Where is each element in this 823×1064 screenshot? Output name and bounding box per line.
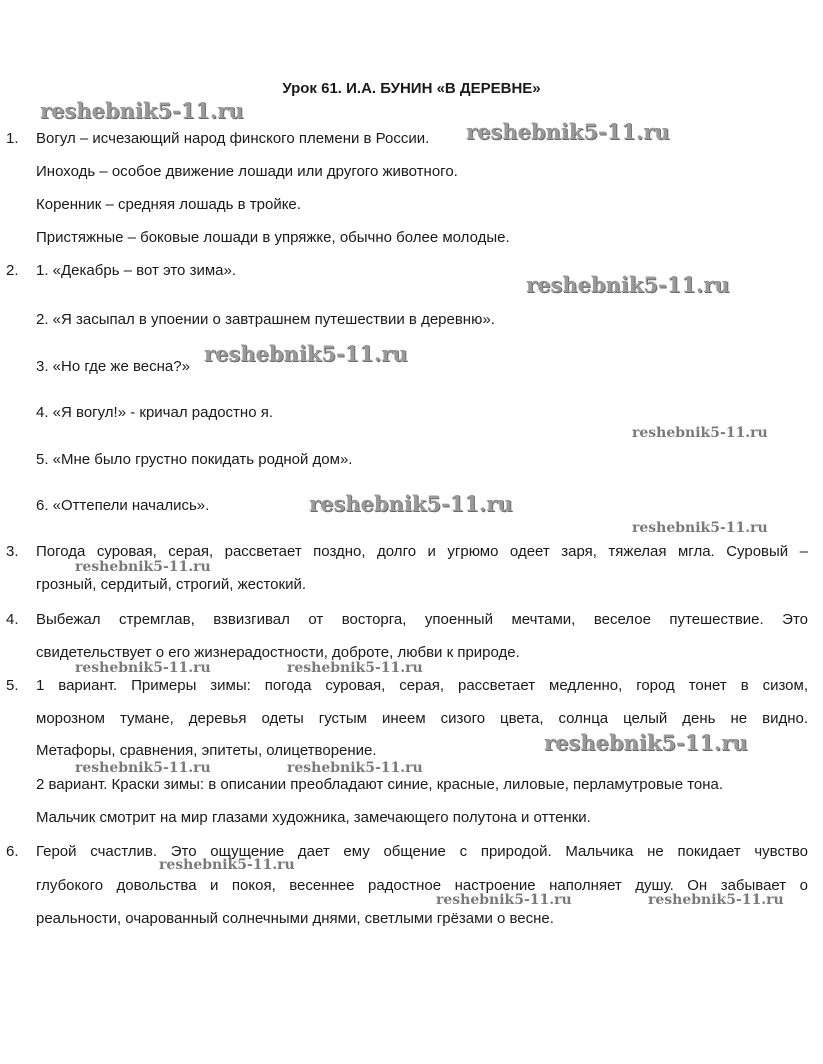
answer-3-text-1: Погода суровая, серая, рассветает поздно, долго и угрюмо одеет заря, тяжелая мгла. Суровый – bbox=[36, 543, 808, 560]
watermark: reshebnik5-11.ru bbox=[75, 760, 211, 776]
watermark: reshebnik5-11.ru bbox=[436, 892, 572, 908]
answer-1-line-3: Коренник – средняя лошадь в тройке. bbox=[36, 196, 301, 213]
answer-5-text-1: 1 вариант. Примеры зимы: погода суровая, серая, рассветает медленно, город тонет в сизом, bbox=[36, 677, 808, 694]
answer-2-line-2: 2. «Я засыпал в упоении о завтрашнем путешествии в деревню». bbox=[36, 311, 495, 328]
answer-2-line-1: 1. «Декабрь – вот это зима». bbox=[36, 262, 236, 279]
watermark: reshebnik5-11.ru bbox=[466, 119, 670, 144]
watermark: reshebnik5-11.ru bbox=[287, 760, 423, 776]
answer-5-line-2 bbox=[36, 710, 808, 727]
item-number-3: 3. bbox=[6, 543, 19, 560]
answer-5-line-4: 2 вариант. Краски зимы: в описании преобладают синие, красные, лиловые, перламутровые тона. bbox=[36, 776, 724, 793]
answer-4-line-2: свидетельствует о его жизнерадостности, доброте, любви к природе. bbox=[36, 644, 520, 661]
watermark: reshebnik5-11.ru bbox=[204, 341, 408, 366]
answer-2-line-3: 3. «Но где же весна?» bbox=[36, 358, 190, 375]
watermark: reshebnik5-11.ru bbox=[544, 730, 748, 755]
watermark: reshebnik5-11.ru bbox=[632, 520, 768, 536]
item-number-1: 1. bbox=[6, 130, 19, 147]
watermark: reshebnik5-11.ru bbox=[309, 491, 513, 516]
item-number-2: 2. bbox=[6, 262, 19, 279]
lesson-title: Урок 61. И.А. БУНИН «В ДЕРЕВНЕ» bbox=[282, 80, 541, 97]
item-number-4: 4. bbox=[6, 611, 19, 628]
answer-6-line-3: реальности, очарованный солнечными днями, светлыми грёзами о весне. bbox=[36, 910, 554, 927]
answer-3-line-1 bbox=[36, 543, 808, 560]
answer-5-line-1 bbox=[36, 677, 808, 694]
watermark: reshebnik5-11.ru bbox=[648, 892, 784, 908]
answer-5-text-2: морозном тумане, деревья одеты густым инеем сизого цвета, солнца целый день не видно. bbox=[36, 710, 808, 727]
answer-5-line-5: Мальчик смотрит на мир глазами художника, замечающего полутона и оттенки. bbox=[36, 809, 591, 826]
watermark: reshebnik5-11.ru bbox=[287, 660, 423, 676]
answer-5-line-3: Метафоры, сравнения, эпитеты, олицетворение. bbox=[36, 742, 377, 759]
answer-2-line-4: 4. «Я вогул!» - кричал радостно я. bbox=[36, 404, 273, 421]
answer-6-text-2: глубокого довольства и покоя, весеннее радостное настроение наполняет душу. Он забывает о bbox=[36, 877, 808, 894]
answer-2-line-6: 6. «Оттепели начались». bbox=[36, 497, 210, 514]
watermark: reshebnik5-11.ru bbox=[75, 660, 211, 676]
watermark: reshebnik5-11.ru bbox=[40, 98, 244, 123]
answer-1-line-2: Иноходь – особое движение лошади или другого животного. bbox=[36, 163, 458, 180]
watermark: reshebnik5-11.ru bbox=[75, 559, 211, 575]
answer-1-line-1: Вогул – исчезающий народ финского племени в России. bbox=[36, 130, 430, 147]
item-number-5: 5. bbox=[6, 677, 19, 694]
watermark: reshebnik5-11.ru bbox=[526, 272, 730, 297]
watermark: reshebnik5-11.ru bbox=[632, 425, 768, 441]
item-number-6: 6. bbox=[6, 843, 19, 860]
answer-6-text-1: Герой счастлив. Это ощущение дает ему общение с природой. Мальчика не покидает чувство bbox=[36, 843, 808, 860]
answer-2-line-5: 5. «Мне было грустно покидать родной дом». bbox=[36, 451, 353, 468]
answer-6-line-1 bbox=[36, 843, 808, 860]
answer-4-line-1 bbox=[36, 611, 808, 628]
answer-4-text-1: Выбежал стремглав, взвизгивал от восторга, упоенный мечтами, веселое путешествие. Это bbox=[36, 611, 808, 628]
answer-3-line-2: грозный, сердитый, строгий, жестокий. bbox=[36, 576, 307, 593]
answer-1-line-4: Пристяжные – боковые лошади в упряжке, обычно более молодые. bbox=[36, 229, 510, 246]
watermark: reshebnik5-11.ru bbox=[159, 857, 295, 873]
